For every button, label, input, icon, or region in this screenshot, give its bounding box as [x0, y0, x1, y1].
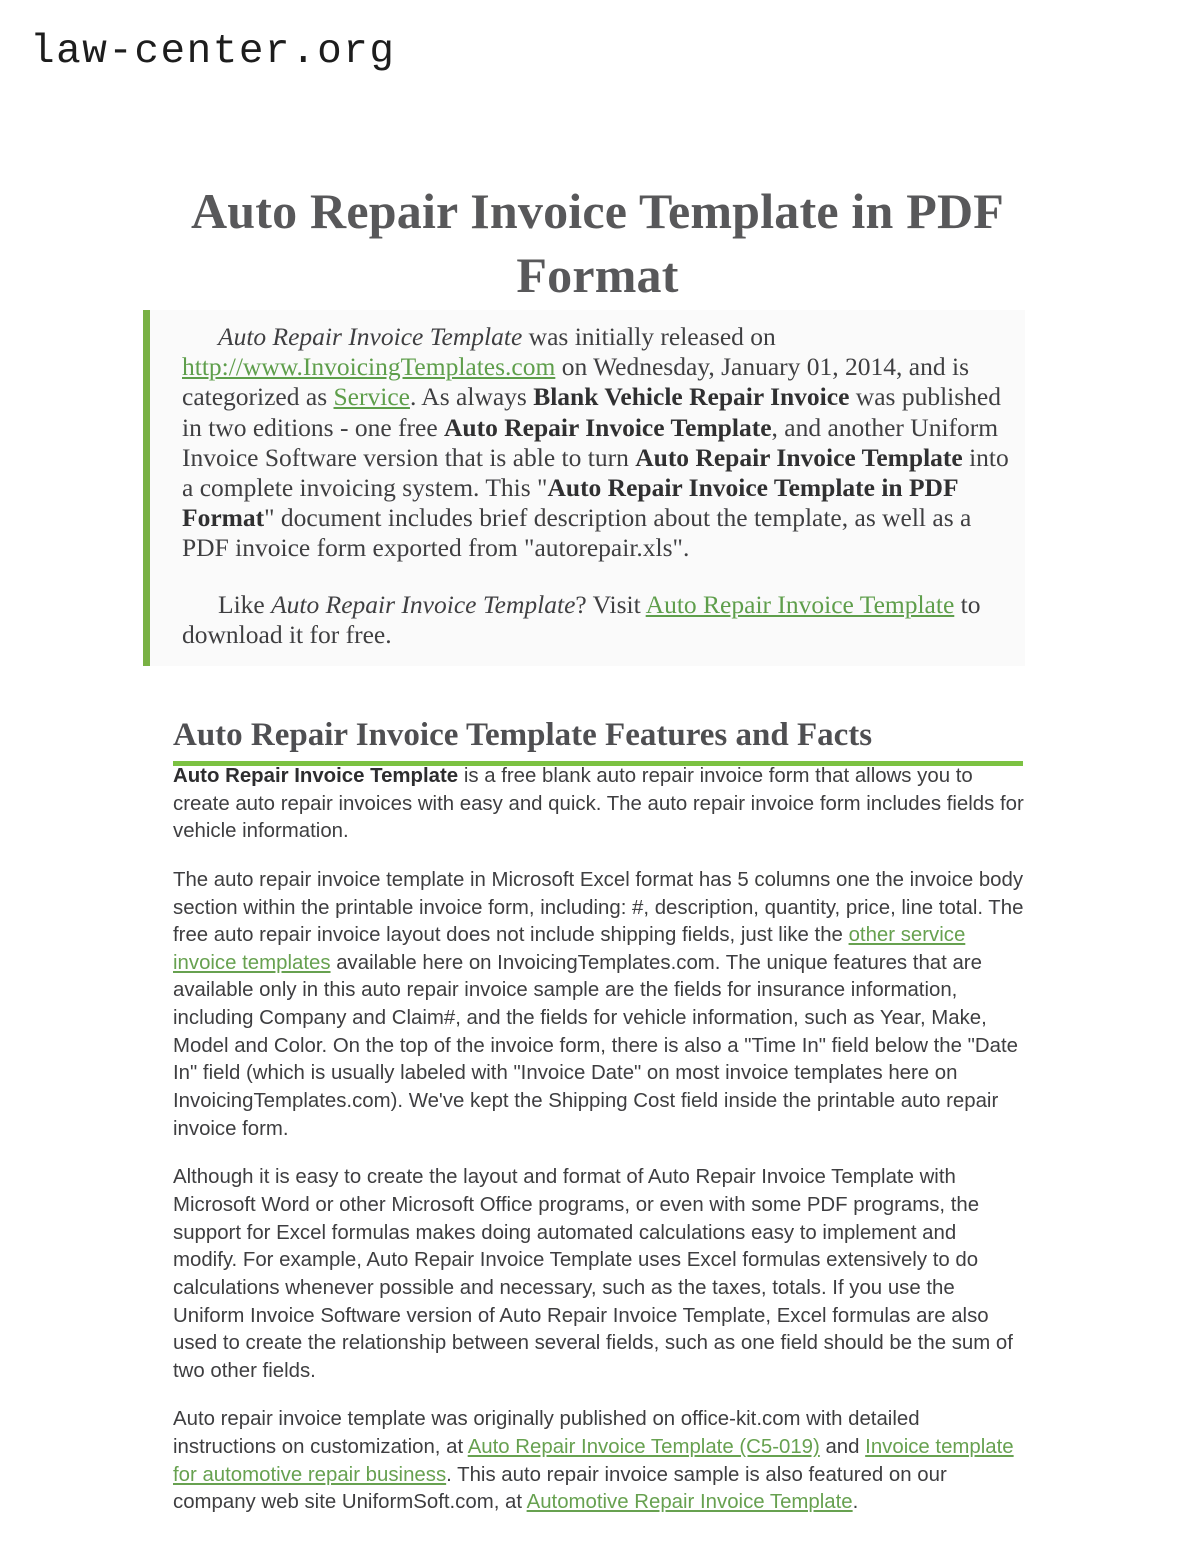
body-paragraph-3	[173, 1164, 1024, 1385]
intro-bold-3: Auto Repair Invoice Template	[635, 442, 963, 472]
intro-bold-2: Auto Repair Invoice Template	[444, 412, 772, 442]
intro-text-1: was initially released on	[522, 322, 776, 351]
site-header-wordmark: law-center.org	[30, 29, 396, 75]
intro-paragraph-1	[150, 322, 1025, 564]
body3-text: Although it is easy to create the layout and format of Auto Repair Invoice Template with Microsoft Word or other Microsoft Office programs, or even with some PDF programs, the support for Excel formulas makes doing automated calculations easy to implement and modify. For example, Auto Repair Invoice Template uses Excel formulas extensively to do calculations whenever possible and necessary, such as the taxes, totals. If you use the Uniform Invoice Software version of Auto Repair Invoice Template, Excel formulas are also used to create the relationship between several fields, such as one field should be the sum of two other fields.	[173, 1166, 1013, 1382]
intro-text-4: was published in two editions - one free	[182, 382, 1001, 442]
body-paragraph-1	[173, 763, 1024, 846]
intro-text-5: , and another Uniform Invoice Software version that is able to turn	[182, 412, 999, 472]
intro-text-2: on Wednesday, January 01, 2014, and is categorized as	[182, 352, 969, 412]
link-auto-repair-invoice-template-c5-019[interactable]: Auto Repair Invoice Template (C5-019)	[467, 1436, 820, 1459]
intro2-text-1: Like	[218, 589, 272, 619]
body-content	[173, 763, 1024, 1517]
body4-text-3: . This auto repair invoice sample is also featured on our company web site UniformSoft.com, at	[173, 1463, 947, 1514]
body-paragraph-2	[173, 867, 1024, 1143]
body4-text-2: and	[819, 1436, 866, 1459]
link-invoice-template-automotive-repair-business[interactable]: Invoice template for automotive repair business	[173, 1436, 1014, 1486]
intro-text-7: " document includes brief description about the template, as well as a PDF invoice form exported from "autorepair.xls".	[182, 503, 972, 563]
intro-bold-4: Auto Repair Invoice Template in PDF Format	[182, 473, 958, 533]
link-invoicingtemplates-url[interactable]: http://www.InvoicingTemplates.com	[182, 352, 556, 382]
body1-text: is a free blank auto repair invoice form that allows you to create auto repair invoices with easy and quick. The auto repair invoice form includes fields for vehicle information.	[173, 765, 1024, 843]
intro-paragraph-2	[150, 590, 1025, 650]
body2-text-1: The auto repair invoice template in Microsoft Excel format has 5 columns one the invoice body section within the printable invoice form, including: #, description, quantity, price, line total. The free auto repair invoice layout does not include shipping fields, just like the	[173, 868, 1024, 947]
intro2-text-2: ? Visit	[575, 589, 646, 619]
intro-callout	[143, 310, 1025, 666]
intro2-text-3: to download it for free.	[182, 589, 981, 649]
body4-text-4: .	[852, 1491, 859, 1514]
intro-text-6: into a complete invoicing system. This "	[182, 442, 1009, 503]
document-title: Auto Repair Invoice Template in PDF Format	[190, 182, 1005, 303]
section-heading-features-and-facts: Auto Repair Invoice Template Features and Facts	[173, 717, 1023, 765]
link-other-service-invoice-templates[interactable]: other service invoice templates	[173, 924, 966, 974]
intro-text-3: . As always	[409, 382, 534, 412]
body4-text-1: Auto repair invoice template was originally published on office-kit.com with detailed instructions on customization, at	[173, 1408, 920, 1459]
link-category-service[interactable]: Service	[333, 382, 410, 412]
body-paragraph-4	[173, 1406, 1024, 1517]
intro2-italic-template-name: Auto Repair Invoice Template	[271, 589, 576, 619]
body1-bold-template-name: Auto Repair Invoice Template	[173, 765, 459, 787]
body2-text-2: available here on InvoicingTemplates.com. The unique features that are available only in this auto repair invoice sample are the fields for insurance information, including Company and Claim#, and the fields for vehicle information, such as Year, Make, Model and Color. On the top of the invoice form, there is also a "Time In" field below the "Date In" field (which is usually labeled with "Invoice Date" on most invoice templates here on InvoicingTemplates.com). We've kept the Shipping Cost field inside the printable auto repair invoice form.	[173, 951, 1018, 1140]
link-download-template[interactable]: Auto Repair Invoice Template	[645, 589, 955, 619]
link-automotive-repair-invoice-template[interactable]: Automotive Repair Invoice Template	[526, 1491, 853, 1514]
intro-bold-1: Blank Vehicle Repair Invoice	[533, 382, 850, 412]
intro-italic-template-name: Auto Repair Invoice Template	[218, 322, 523, 351]
